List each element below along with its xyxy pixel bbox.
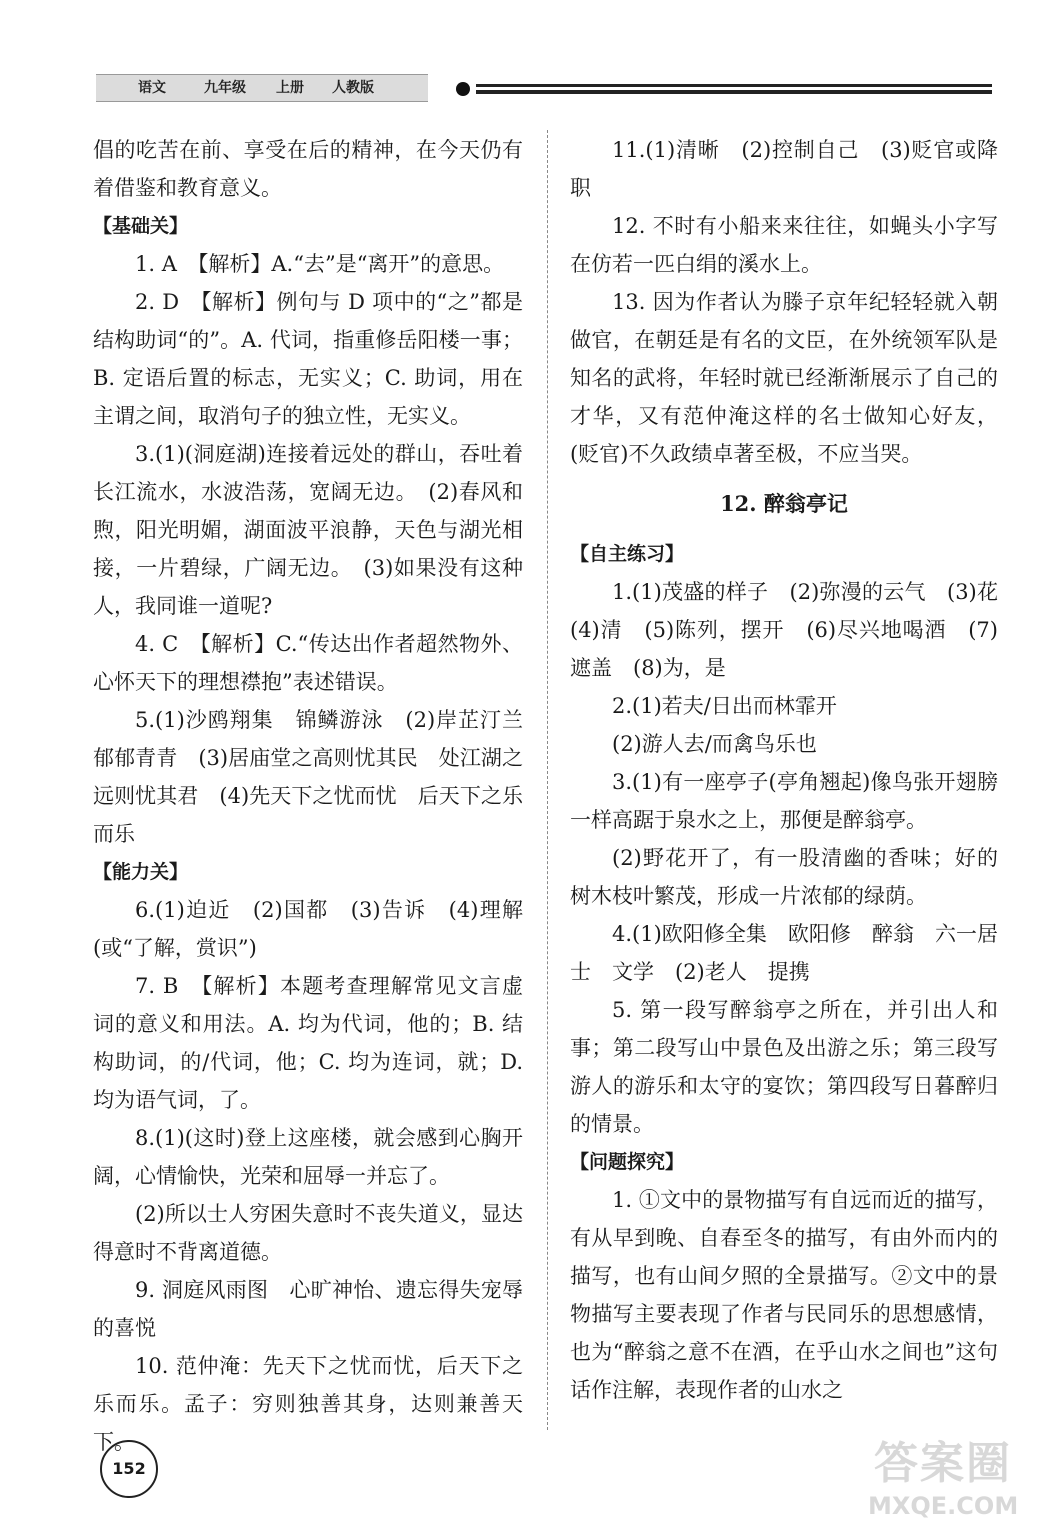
header-rule: [476, 84, 992, 94]
left-column: [93, 131, 544, 1461]
answer-item: (2)游人去/而禽鸟乐也: [612, 732, 817, 756]
header-subject: 语文: [138, 80, 166, 96]
answer-item: (2)所以士人穷困失意时不丧失道义，显达得意时不背离道德。: [93, 1202, 523, 1264]
answer-item: (2)野花开了，有一股清幽的香味；好的树木枝叶繁茂，形成一片浓郁的绿荫。: [570, 846, 998, 908]
answer-item: 4.(1)欧阳修全集 欧阳修 醉翁 六一居士 文学 (2)老人 提携: [570, 922, 998, 984]
answer-item: 10. 范仲淹：先天下之忧而忧，后天下之乐而乐。孟子：穷则独善其身，达则兼善天下。: [93, 1354, 523, 1454]
answer-item: 2. D 【解析】例句与 D 项中的“之”都是结构助词“的”。A. 代词，指重修岳阳楼一事；B. 定语后置的标志，无实义；C. 助词，用在主谓之间，取消句子的独立性，无实义。: [93, 290, 523, 428]
page-number-badge: 152: [100, 1440, 158, 1498]
section-heading-practice: 【自主练习】: [570, 543, 685, 565]
answer-item: 5.(1)沙鸥翔集 锦鳞游泳 (2)岸芷汀兰 郁郁青青 (3)居庙堂之高则忧其民 处江湖之远则忧其君 (4)先天下之忧而忧 后天下之乐而乐: [93, 708, 544, 846]
answer-item: 5. 第一段写醉翁亭之所在，并引出人和事；第二段写山中景色及出游之乐；第三段写游人的游乐和太守的宴饮；第四段写日暮醉归的情景。: [570, 998, 998, 1136]
header-dot-ornament: [456, 82, 470, 96]
answer-item: 3.(1)(洞庭湖)连接着远处的群山，吞吐着长江流水，水波浩荡，宽阔无边。 (2)春风和煦，阳光明媚，湖面波平浪静，天色与湖光相接，一片碧绿，广阔无边。 (3)如果没有这种人，我同谁一道呢?: [93, 442, 523, 618]
answer-item: 11.(1)清晰 (2)控制自己 (3)贬官或降职: [570, 138, 998, 200]
header-grade: 九年级: [204, 80, 246, 96]
section-heading-inquiry: 【问题探究】: [570, 1151, 685, 1173]
answer-item: 13. 因为作者认为滕子京年纪轻轻就入朝做官，在朝廷是有名的文臣，在外统领军队是知名的武将，年轻时就已经渐渐展示了自己的才华，又有范仲淹这样的名士做知心好友，(贬官)不久政绩卓著至极，不应当哭。: [570, 290, 998, 466]
continued-text: 倡的吃苦在前、享受在后的精神，在今天仍有着借鉴和教育意义。: [93, 138, 523, 200]
column-divider: [547, 130, 548, 1430]
answer-item: 9. 洞庭风雨图 心旷神怡、遗忘得失宠辱的喜悦: [93, 1278, 523, 1340]
answer-item: 2.(1)若夫/日出而林霏开: [612, 694, 837, 718]
watermark-url: MXQE.COM: [868, 1492, 1019, 1520]
right-column: [570, 131, 1019, 1409]
running-header: [96, 74, 428, 102]
article-title: 12. 醉翁亭记: [720, 491, 848, 516]
watermark-logo: [868, 1436, 1018, 1528]
answer-item: 1. ①文中的景物描写有自远而近的描写，有从早到晚、自春至冬的描写，有由外而内的描写，也有山间夕照的全景描写。②文中的景物描写主要表现了作者与民同乐的思想感情，也为“醉翁之意不在酒，在乎山水之间也”这句话作注解，表现作者的山水之: [570, 1188, 998, 1402]
answer-item: 8.(1)(这时)登上这座楼，就会感到心胸开阔，心情愉快，光荣和屈辱一并忘了。: [93, 1126, 523, 1188]
answer-item: 3.(1)有一座亭子(亭角翘起)像鸟张开翅膀一样高踞于泉水之上，那便是醉翁亭。: [570, 770, 998, 832]
answer-item: 1. A 【解析】A.“去”是“离开”的意思。: [135, 252, 505, 276]
section-heading-basic: 【基础关】: [93, 215, 189, 237]
answer-item: 6.(1)迫近 (2)国都 (3)告诉 (4)理解(或“了解，赏识”): [93, 898, 523, 960]
watermark-text: 答案圈: [874, 1438, 1012, 1489]
answer-item: 4. C 【解析】C.“传达出作者超然物外、心怀天下的理想襟抱”表述错误。: [93, 632, 523, 694]
header-volume: 上册: [276, 80, 304, 96]
answer-item: 1.(1)茂盛的样子 (2)弥漫的云气 (3)花 (4)清 (5)陈列，摆开 (6)尽兴地喝酒 (7)遮盖 (8)为，是: [570, 580, 1019, 680]
answer-item: 12. 不时有小船来来往往，如蝇头小字写在仿若一匹白绢的溪水上。: [570, 214, 998, 276]
section-heading-ability: 【能力关】: [93, 861, 189, 883]
header-edition: 人教版: [332, 80, 374, 96]
answer-item: 7. B 【解析】本题考查理解常见文言虚词的意义和用法。A. 均为代词，他的；B. 结构助词，的/代词，他；C. 均为连词，就；D. 均为语气词，了。: [93, 974, 523, 1112]
